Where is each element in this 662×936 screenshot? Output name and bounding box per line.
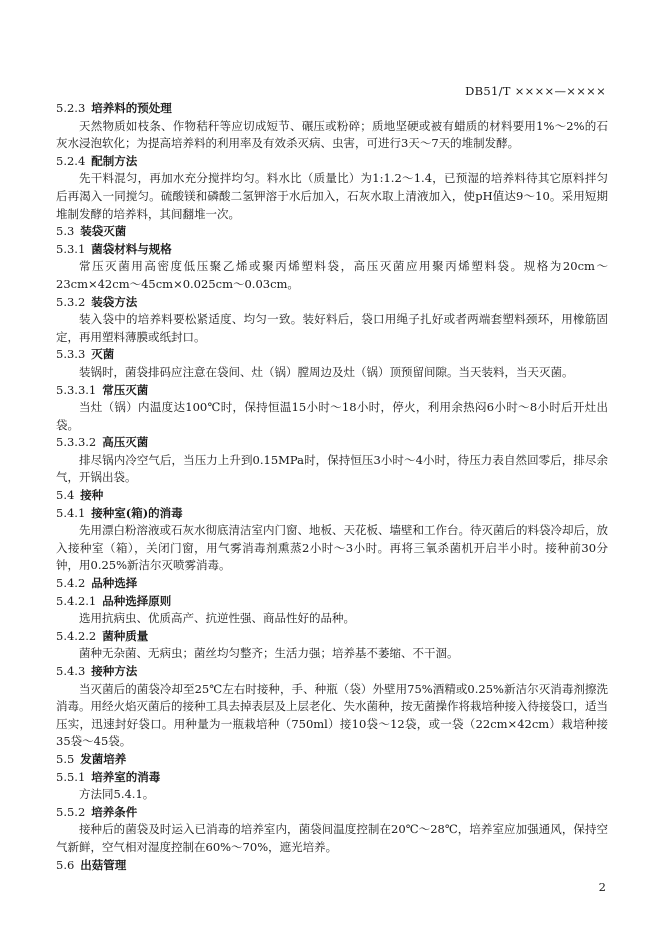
section-number: 5.3.3 [56, 347, 86, 362]
section-title: 出菇管理 [80, 857, 127, 872]
section-heading [56, 857, 608, 875]
section-heading [56, 346, 608, 364]
section-number: 5.6 [56, 857, 75, 872]
body-paragraph: 天然物质如枝条、作物秸秆等应切成短节、碾压或粉碎；质地坚硬或被有蜡质的材料要用1%～2%的石灰水浸泡软化；为提高培养料的利用率及有效杀灭病、虫害，可进行3天～7天的堆制发酵。 [56, 118, 608, 151]
section-number: 5.5.2 [56, 804, 86, 819]
body-paragraph: 当灶（锅）内温度达100℃时，保持恒温15小时～18小时，停火，利用余热闷6小时～8小时后开灶出袋。 [56, 400, 608, 432]
section-title: 装袋灭菌 [80, 224, 127, 239]
section-title: 品种选择原则 [102, 593, 172, 608]
section-heading [56, 769, 608, 787]
section-heading [56, 241, 608, 259]
section-number: 5.3.3.2 [56, 435, 97, 450]
document-code: DB51/T ××××—×××× [465, 84, 606, 98]
section-title: 配制方法 [91, 153, 138, 168]
body-paragraph: 菌种无杂菌、无病虫；菌丝均匀整齐；生活力强；培养基不萎缩、不干涸。 [79, 646, 459, 661]
section-number: 5.4.3 [56, 664, 86, 678]
section-heading [56, 804, 608, 822]
section-number: 5.3 [56, 224, 75, 239]
section-heading [56, 751, 608, 769]
body-paragraph: 先用漂白粉溶液或石灰水彻底清洁室内门窗、地板、天花板、墙壁和工作台。待灭菌后的料袋冷却后，放入接种室（箱），关闭门窗，用气雾消毒剂熏蒸2小时～3小时。再将三氧杀菌机开启半小时。接种前30分钟，用0.25%新洁尔灭喷雾消毒。 [56, 523, 608, 573]
section-number: 5.4 [56, 488, 75, 503]
document-body [56, 100, 608, 874]
section-title: 接种方法 [91, 664, 138, 678]
section-title: 培养室的消毒 [91, 769, 161, 784]
section-title: 培养条件 [91, 804, 138, 819]
section-number: 5.5 [56, 751, 75, 766]
section-number: 5.3.2 [56, 294, 86, 309]
body-paragraph: 排尽锅内冷空气后，当压力上升到0.15MPa时，保持恒压3小时～4小时，待压力表自然回零后，排尽余气，开锅出袋。 [56, 452, 608, 485]
body-paragraph: 常压灭菌用高密度低压聚乙烯或聚丙烯塑料袋，高压灭菌应用聚丙烯塑料袋。规格为20cm～23cm×42cm～45cm×0.025cm～0.03cm。 [56, 259, 608, 291]
section-number: 5.2.4 [56, 153, 86, 168]
page-number: 2 [598, 880, 606, 894]
section-heading [56, 575, 608, 593]
body-paragraph: 先干料混匀，再加水充分搅拌均匀。料水比（质量比）为1:1.2～1.4，已预湿的培养料待其它原料拌匀后再渴入一同搅匀。硫酸镁和磷酸二氢钾溶于水后加入，石灰水取上清液加入，使pH值达9～10。采用短期堆制发酵的培养料，其间翻堆一次。 [56, 171, 608, 221]
body-paragraph: 装入袋中的培养料要松紧适度、均匀一致。装好料后，袋口用绳子扎好或者两端套塑料颈环，用橡筋固定，再用塑料薄膜或纸封口。 [56, 312, 608, 344]
section-title: 高压灭菌 [102, 435, 149, 450]
section-heading [56, 153, 608, 171]
body-paragraph: 装锅时，菌袋排码应注意在袋间、灶（锅）膛周边及灶（锅）顶预留间隙。当天装料，当天灭菌。 [79, 364, 574, 379]
section-title: 菌种质量 [102, 628, 149, 643]
section-heading [56, 294, 608, 312]
section-title: 常压灭菌 [102, 382, 149, 397]
section-number: 5.4.2.2 [56, 628, 97, 643]
section-number: 5.5.1 [56, 769, 86, 784]
body-paragraph: 方法同5.4.1。 [79, 787, 155, 802]
section-number: 5.4.2.1 [56, 593, 97, 608]
section-heading [56, 663, 608, 681]
section-heading [56, 505, 608, 523]
section-heading [56, 434, 608, 452]
body-paragraph: 选用抗病虫、优质高产、抗逆性强、商品性好的品种。 [79, 611, 355, 626]
section-title: 品种选择 [91, 576, 138, 591]
section-title: 灭菌 [91, 347, 115, 362]
section-heading [56, 628, 608, 646]
section-heading [56, 223, 608, 241]
section-number: 5.4.1 [56, 505, 86, 520]
section-number: 5.4.2 [56, 576, 86, 591]
section-heading [56, 100, 608, 118]
section-number: 5.3.1 [56, 241, 86, 256]
body-paragraph: 当灭菌后的菌袋冷却至25℃左右时接种，手、种瓶（袋）外壁用75%酒精或0.25%新洁尔灭消毒剂擦洗消毒。用经火焰灭菌后的接种工具去掉表层及上层老化、失水菌种，按无菌操作将栽培种接入待接袋口，适当压实，迅速封好袋口。用种量为一瓶栽培种（750ml）接10袋～12袋，或一袋（22cm×42cm）栽培种接35袋～45袋。 [56, 681, 608, 749]
section-heading [56, 593, 608, 611]
section-title: 接种室(箱)的消毒 [91, 505, 183, 520]
section-number: 5.3.3.1 [56, 382, 97, 397]
section-number: 5.2.3 [56, 101, 86, 115]
body-paragraph: 接种后的菌袋及时运入已消毒的培养室内，菌袋间温度控制在20℃～28℃，培养室应加强通风，保持空气新鲜，空气相对湿度控制在60%～70%，遮光培养。 [56, 822, 608, 854]
section-title: 接种 [80, 488, 104, 503]
section-title: 培养料的预处理 [91, 101, 172, 115]
section-title: 装袋方法 [91, 294, 138, 309]
section-heading [56, 487, 608, 505]
section-title: 发菌培养 [80, 751, 127, 766]
section-title: 菌袋材料与规格 [91, 241, 172, 256]
section-heading [56, 382, 608, 400]
